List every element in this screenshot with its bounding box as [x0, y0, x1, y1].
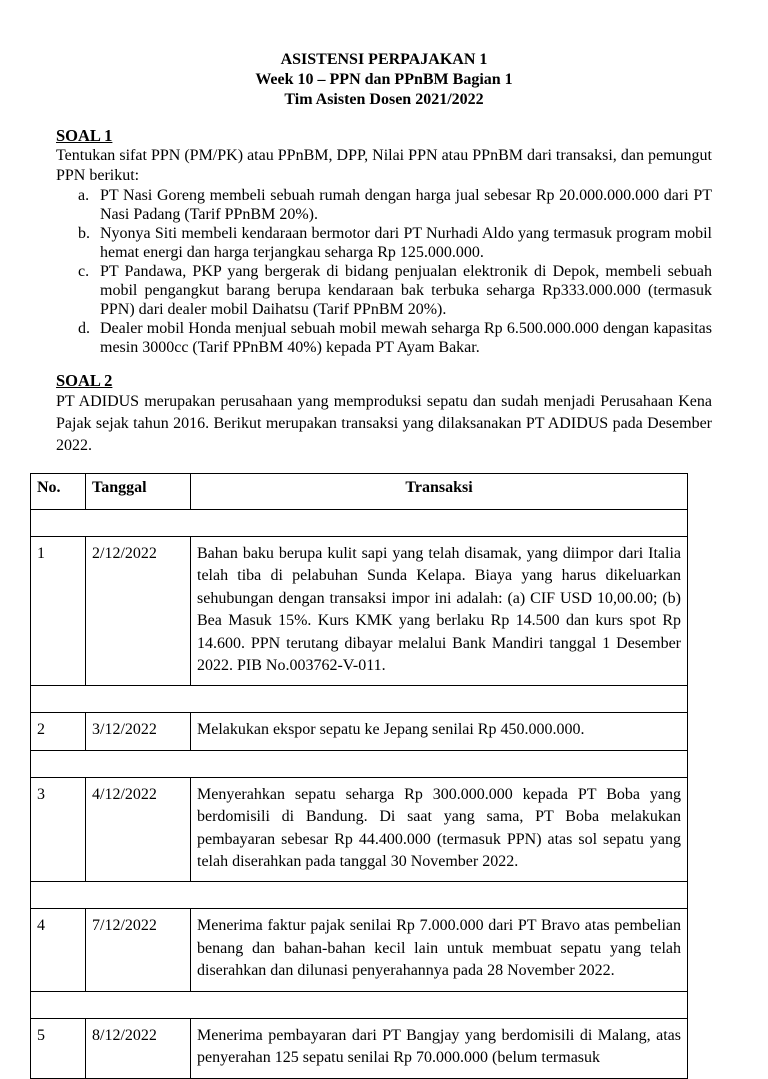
header-title: ASISTENSI PERPAJAKAN 1: [280, 51, 488, 68]
header-tanggal: Tanggal: [86, 474, 191, 510]
table-row: [31, 1018, 688, 1078]
table-spacer: [31, 991, 688, 1018]
list-marker: a.: [78, 187, 90, 204]
table-row: [31, 537, 688, 686]
table-spacer: [31, 510, 688, 537]
table-spacer: [31, 686, 688, 713]
cell-no: 4: [31, 909, 86, 991]
soal1-intro: Tentukan sifat PPN (PM/PK) atau PPnBM, DPP, Nilai PPN atau PPnBM dari transaksi, dan pemungut PPN berikut:: [56, 147, 712, 184]
transaction-table: [30, 473, 688, 1079]
cell-tanggal: 3/12/2022: [86, 713, 191, 750]
list-item: [78, 186, 712, 224]
soal2-title: SOAL 2: [56, 371, 113, 390]
list-marker: d.: [78, 320, 90, 337]
list-item: [78, 224, 712, 262]
list-item-text: Nyonya Siti membeli kendaraan bermotor dari PT Nurhadi Aldo yang termasuk program mobil hemat energi dan harga terjangkau seharga Rp 125.000.000.: [100, 225, 712, 261]
cell-tanggal: 7/12/2022: [86, 909, 191, 991]
list-item-text: PT Nasi Goreng membeli sebuah rumah dengan harga jual sebesar Rp 20.000.000.000 dari PT Nasi Padang (Tarif PPnBM 20%).: [100, 187, 712, 223]
soal1-title: SOAL 1: [56, 126, 113, 145]
cell-transaksi: Menyerahkan sepatu seharga Rp 300.000.000 kepada PT Boba yang berdomisili di Bandung. Di saat yang sama, PT Boba melakukan pembayaran sebesar Rp 44.400.000 (termasuk PPN) atas sol sepatu yang telah diserahkan pada tanggal 30 November 2022.: [191, 777, 688, 882]
cell-tanggal: 8/12/2022: [86, 1018, 191, 1078]
document-page: [37, 50, 712, 1079]
table-row: [31, 777, 688, 882]
header-no: No.: [31, 474, 86, 510]
list-item: [78, 262, 712, 319]
table-row: [31, 713, 688, 750]
list-item-text: Dealer mobil Honda menjual sebuah mobil mewah seharga Rp 6.500.000.000 dengan kapasitas mesin 3000cc (Tarif PPnBM 40%) kepada PT Ayam Bakar.: [100, 320, 712, 356]
soal2-intro: PT ADIDUS merupakan perusahaan yang memproduksi sepatu dan sudah menjadi Perusahaan Kena Pajak sejak tahun 2016. Berikut merupakan transaksi yang dilaksanakan PT ADIDUS pada Desember 2022.: [56, 393, 712, 454]
cell-no: 1: [31, 537, 86, 686]
cell-tanggal: 2/12/2022: [86, 537, 191, 686]
cell-no: 5: [31, 1018, 86, 1078]
list-item: [78, 319, 712, 357]
cell-transaksi: Bahan baku berupa kulit sapi yang telah disamak, yang diimpor dari Italia telah tiba di pelabuhan Sunda Kelapa. Biaya yang harus dikeluarkan sehubungan dengan transaksi impor ini adalah: (a) CIF USD 10,00.00; (b) Bea Masuk 15%. Kurs KMK yang berlaku Rp 14.500 dan kurs spot Rp 14.600. PPN terutang dibayar melalui Bank Mandiri tanggal 1 Desember 2022. PIB No.003762-V-011.: [191, 537, 688, 686]
cell-tanggal: 4/12/2022: [86, 777, 191, 882]
table-spacer: [31, 750, 688, 777]
table-header-row: [31, 474, 688, 510]
table-spacer: [31, 882, 688, 909]
document-header: [56, 50, 712, 110]
list-item-text: PT Pandawa, PKP yang bergerak di bidang penjualan elektronik di Depok, membeli sebuah mobil pengangkut barang berupa kendaraan bak terbuka seharga Rp333.000.000 (termasuk PPN) dari dealer mobil Daihatsu (Tarif PPnBM 20%).: [100, 263, 712, 318]
soal1-list: [56, 186, 712, 357]
header-transaksi: Transaksi: [191, 474, 688, 510]
header-team: Tim Asisten Dosen 2021/2022: [284, 91, 484, 108]
header-subtitle: Week 10 – PPN dan PPnBM Bagian 1: [255, 71, 513, 88]
list-marker: b.: [78, 225, 90, 242]
cell-transaksi: Melakukan ekspor sepatu ke Jepang senilai Rp 450.000.000.: [191, 713, 688, 750]
cell-no: 3: [31, 777, 86, 882]
list-marker: c.: [78, 263, 90, 280]
cell-transaksi: Menerima faktur pajak senilai Rp 7.000.000 dari PT Bravo atas pembelian benang dan bahan-bahan kecil lain untuk membuat sepatu yang telah diserahkan dan dilunasi penyerahannya pada 28 November 2022.: [191, 909, 688, 991]
table-row: [31, 909, 688, 991]
cell-transaksi: Menerima pembayaran dari PT Bangjay yang berdomisili di Malang, atas penyerahan 125 sepatu senilai Rp 70.000.000 (belum termasuk: [191, 1018, 688, 1078]
cell-no: 2: [31, 713, 86, 750]
